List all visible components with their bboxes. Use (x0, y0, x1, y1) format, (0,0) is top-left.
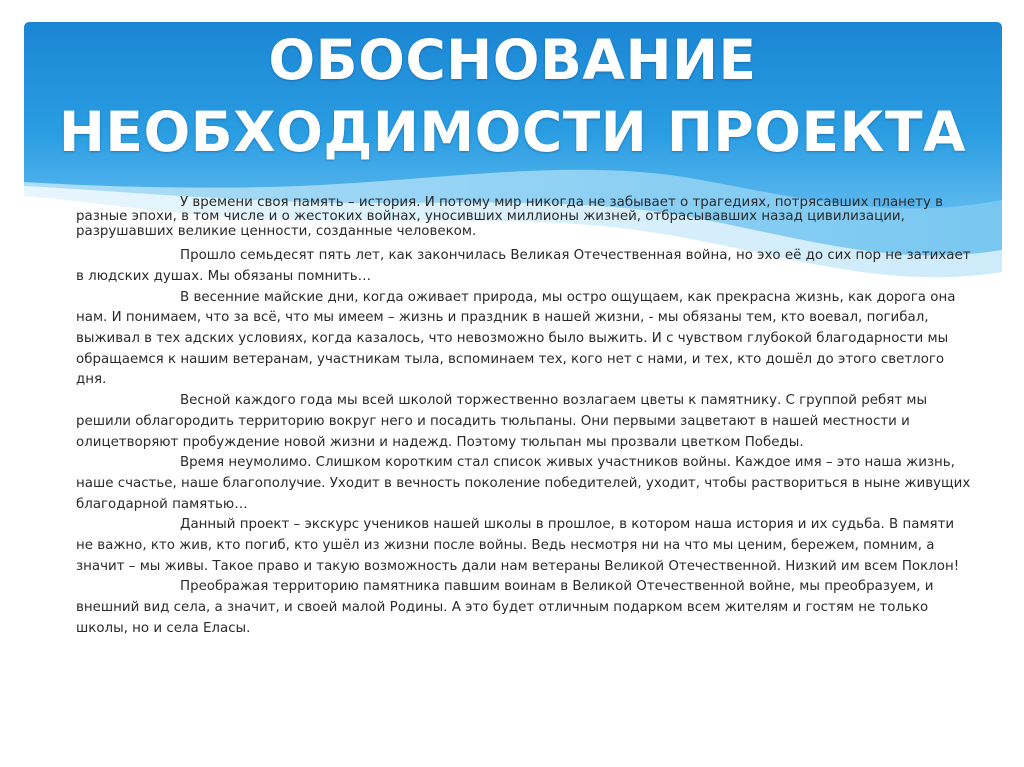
paragraph: Весной каждого года мы всей школой торжественно возлагаем цветы к памятнику. С группой ребят мы решили облагородить территорию вокруг него и посадить тюльпаны. Они первыми зацветают в нашей местности и олицетворяют пробуждение новой жизни и надежд. Поэтому тюльпан мы прозвали цветком Победы. (76, 393, 928, 450)
paragraph: Время неумолимо. Слишком коротким стал список живых участников войны. Каждое имя – это наша жизнь, наше счастье, наше благополучие. Уходит в вечность поколение победителей, уходит, чтобы раствориться в ныне живущих благодарной памятью… (76, 455, 971, 512)
paragraph: В весенние майские дни, когда оживает природа, мы остро ощущаем, как прекрасна жизнь, как дорога она нам. И понимаем, что за всё, что мы имеем – жизнь и праздник в нашей жизни, - мы обязаны тем, кто воевал, погибал, выживал в тех адских условиях, когда казалось, что невозможно было выжить. И с чувством глубокой благодарности мы обращаемся к нашим ветеранам, участникам тыла, вспоминаем тех, кого нет с нами, и тех, кто дошёл до этого светлого дня. (76, 289, 956, 388)
paragraph: Преображая территорию памятника павшим воинам в Великой Отечественной войне, мы преобразуем, и внешний вид села, а значит, и своей малой Родины. А это будет отличным подарком всем жителям и гостям не только школы, но и села Еласы. (76, 579, 934, 636)
paragraph: Прошло семьдесят пять лет, как закончилась Великая Отечественная война, но эхо её до сих пор не затихает в людских душах. Мы обязаны помнить… (76, 248, 971, 284)
slide-title (40, 24, 985, 168)
paragraph: У времени своя память – история. И потому мир никогда не забывает о трагедиях, потрясавших планету в разные эпохи, в том числе и о жестоких войнах, уносивших миллионы жизней, отбрасывавших назад цивилизации, разрушавших великие ценности, созданные человеком. (76, 195, 944, 239)
slide-title-line-1: ОБОСНОВАНИЕ (268, 28, 757, 92)
slide-title-line-2: НЕОБХОДИМОСТИ ПРОЕКТА (58, 100, 967, 164)
paragraph: Данный проект – экскурс учеников нашей школы в прошлое, в котором наша история и их судьба. В памяти не важно, кто жив, кто погиб, кто ушёл из жизни после войны. Ведь несмотря ни на что мы ценим, бережем, помним, а значит – мы живы. Такое право и такую возможность дали нам ветераны Великой Отечественной. Низкий им всем Поклон! (76, 517, 960, 574)
slide-body-text (76, 196, 972, 640)
